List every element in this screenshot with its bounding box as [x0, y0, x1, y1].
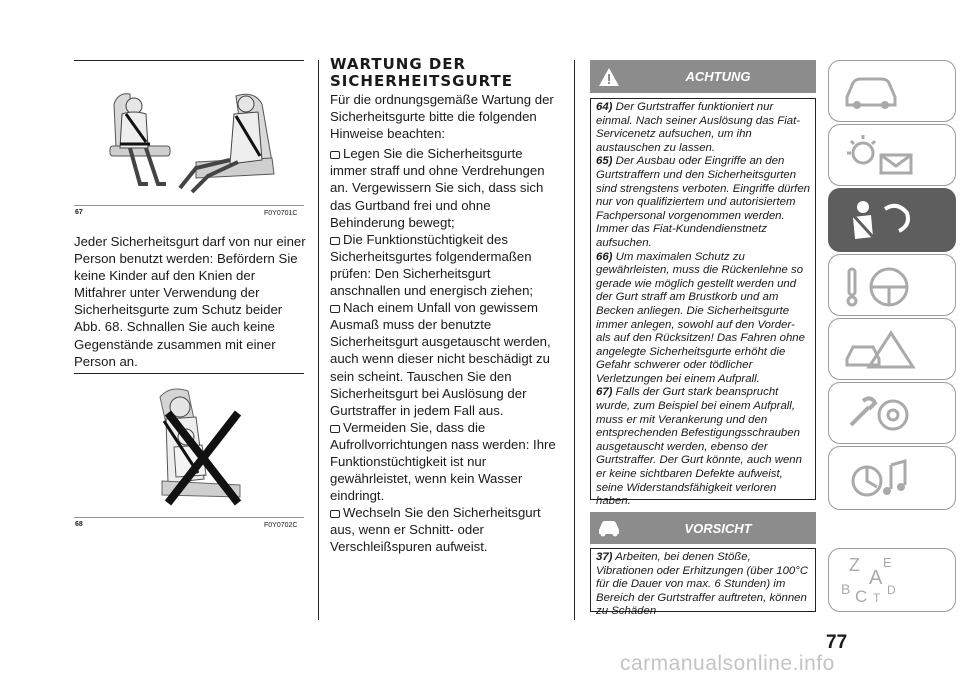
seatbelt-airbag-icon: [841, 197, 921, 245]
top-rule-left: [74, 60, 304, 61]
watermark-text: carmanualsonline.info: [620, 652, 835, 675]
warning-header: [590, 60, 816, 93]
column-divider-1: [318, 60, 319, 620]
figure-67-code: F0Y0701C: [264, 210, 298, 217]
tab-warning-lights[interactable]: [828, 124, 956, 186]
figure-67-caption-rule: [74, 205, 304, 206]
maintenance-item-3: Nach einem Unfall von gewissem Ausmaß muss der benutzte Sicherheitsgurt ausgetauscht werden, auch wenn dieser nicht beschädigt zu sein scheint. Tauschen Sie den Sicherheitsgurt bei Auslösung der Gurtstraffer in jedem Fall aus.: [330, 300, 551, 418]
tab-safety[interactable]: [828, 188, 956, 252]
warning-item-66: 66) Um maximalen Schutz zu gewährleisten, muss die Rückenlehne so gerade wie möglich gestellt werden und der Gurt straff am Brustkorb und am Becken anliegen. Die Sicherheitsgurte immer anlegen, sowohl auf den Vorder- als auf den Rücksitzen! Das Fahren ohne angelegte Sicherheitsgurte erhöht die Gefahr schwerer oder tödlicher Verletzungen bei einem Aufprall.: [596, 250, 805, 385]
car-icon: [841, 71, 901, 113]
caution-item-37: 37) Arbeiten, bei denen Stöße, Vibrationen oder Erhitzungen (über 100°C für die Dauer von max. 6 Stunden) im Bereich der Gurtstraffer auftreten, können zu Schäden: [596, 551, 809, 618]
maintenance-item-4: Vermeiden Sie, dass die Aufrollvorrichtungen nass werden: Ihre Funktionstüchtigkeit ist nur gewährleistet, wenn kein Wasser eindringt.: [330, 419, 556, 504]
multimedia-icon: [841, 455, 921, 503]
mid-rule-left: [74, 373, 304, 374]
maintenance-item-5: Wechseln Sie den Sicherheitsgurt aus, wenn er Schnitt- oder Verschleißspuren aufweist.: [330, 505, 541, 555]
caution-title: VORSICHT: [684, 521, 752, 536]
intro-paragraph: Für die ordnungsgemäße Wartung der Sicherheitsgurte bitte die folgenden Hinweise beachten:: [330, 92, 554, 142]
tab-index[interactable]: [828, 548, 956, 612]
bullet-icon: [330, 237, 340, 245]
tab-dashboard[interactable]: [828, 60, 956, 122]
service-wrench-icon: [841, 391, 921, 437]
bullet-icon: [330, 305, 340, 313]
index-icon: Z E A B C T D: [841, 555, 896, 606]
figure-68-code: F0Y0702C: [264, 522, 298, 529]
bullet-icon: [330, 151, 340, 159]
column-divider-2: [574, 60, 575, 620]
tab-emergency[interactable]: [828, 318, 956, 380]
left-paragraph: Jeder Sicherheitsgurt darf von nur einer Person benutzt werden: Befördern Sie keine Kinder auf den Knien der Mitfahrer unter Verwendung der Sicherheitsgurte zum Schutz beider Abb. 68. Schnallen Sie auch keine Gegenstände zusammen mit einer Person an.: [74, 234, 306, 369]
figure-67-number: 67: [75, 209, 83, 216]
caution-box: [590, 548, 816, 618]
prohibited-child-on-lap-figure-68: [140, 385, 255, 511]
figure-68-number: 68: [75, 521, 83, 528]
warning-item-65: 65) Der Ausbau oder Eingriffe an den Gurtstraffern und den Sicherheitsgurten sind strengstens verboten. Eingriffe dürfen nur von qualifiziertem und autorisiertem Fachpersonal vorgenommen werden. Immer das Fiat-Kundendienstnetz aufsuchen.: [596, 155, 811, 249]
warning-item-67: 67) Falls der Gurt stark beansprucht wurde, zum Beispiel bei einem Aufprall, muss er mit Verankerung und den entsprechenden Befestigungsschrauben ausgetauscht werden, ebenso der Gurtstraffer. Der Gurt könnte, auch wenn er keine sichtbaren Defekte aufweist, seine Widerstandsfähigkeit verloren haben.: [596, 386, 802, 508]
tab-technical-data[interactable]: [828, 446, 956, 510]
seatbelt-figure-67: [96, 84, 302, 200]
section-heading: WARTUNG DER SICHERHEITSGURTE: [330, 55, 514, 90]
middle-column: [330, 56, 560, 556]
maintenance-item-2: Die Funktionstüchtigkeit des Sicherheitsgurtes folgendermaßen prüfen: Den Sicherheitsgurt anschnallen und energisch ziehen;: [330, 231, 534, 299]
page-number: 77: [826, 632, 848, 653]
warning-box: [590, 98, 816, 508]
warning-lights-icon: [841, 133, 921, 179]
tab-starting-driving[interactable]: [828, 254, 956, 316]
tab-maintenance[interactable]: [828, 382, 956, 444]
bullet-icon: [330, 510, 340, 518]
maintenance-item-1: Legen Sie die Sicherheitsgurte immer straff und ohne Verdrehungen an. Vergewissern Sie sich, dass sich das Gurtband frei und ohne Behinderung bewegt;: [330, 146, 545, 230]
warning-title: ACHTUNG: [685, 69, 751, 84]
steering-key-icon: [841, 263, 921, 309]
caution-header: [590, 512, 816, 544]
figure-68-caption-rule: [74, 517, 304, 518]
bullet-icon: [330, 425, 340, 433]
breakdown-icon: [841, 327, 921, 373]
warning-item-64: 64) Der Gurtstraffer funktioniert nur einmal. Nach seiner Auslösung das Fiat-Servicenetz aufsuchen, um ihn austauschen zu lassen.: [596, 101, 801, 154]
